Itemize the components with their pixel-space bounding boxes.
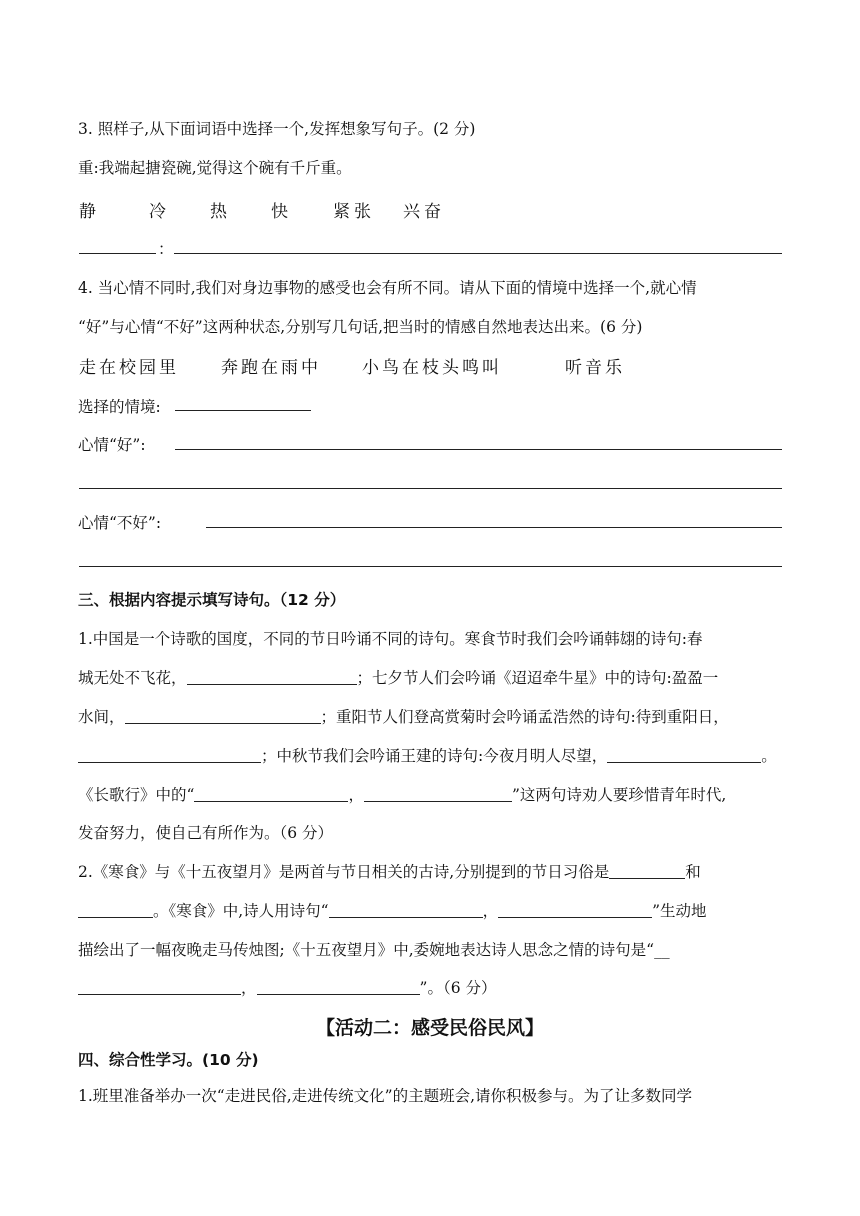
poem-blank[interactable] [257,979,420,995]
text: ；中秋节我们会吟诵王建的诗句:今夜月明人尽望， [261,747,608,765]
s3-p2-line2 [78,900,782,922]
word-option: 热 [210,202,231,222]
scenario-option: 小鸟在枝头鸣叫 [362,358,502,378]
s4-p1: 1.班里准备举办一次“走进民俗,走进传统文化”的主题班会,请你积极参与。为了让多数同学 [78,1087,692,1105]
s3-p1-line6: 发奋努力，使自己有所作为。（6 分） [78,824,334,842]
q4-good-label: 心情“好”: [78,436,146,454]
q4-bad-label: 心情“不好”: [78,514,162,532]
section3-heading: 三、根据内容提示填写诗句。（12 分） [78,591,346,609]
q4-chosen-blank[interactable] [175,410,311,411]
text: 2.《寒食》与《十五夜望月》是两首与节日相关的古诗,分别提到的节日习俗是 [78,863,610,881]
poem-blank[interactable] [607,747,761,763]
s3-p2-line1 [78,861,782,883]
q3-prompt: 3. 照样子,从下面词语中选择一个,发挥想象写句子。(2 分) [78,120,476,138]
section4-heading: 四、综合性学习。(10 分) [78,1051,259,1069]
poem-blank[interactable] [329,902,483,918]
s3-p2-line4 [78,977,782,999]
poem-blank[interactable] [187,669,357,685]
q4-prompt-line1: 4. 当心情不同时,我们对身边事物的感受也会有所不同。请从下面的情境中选择一个,就心情 [78,279,697,297]
text: 。《寒食》中,诗人用诗句“ [153,902,329,920]
text: 水间， [78,708,125,726]
text: 城无处不飞花， [78,669,187,687]
text: ”生动地 [652,902,707,920]
q4-scenario-list [0,353,860,377]
text: 和 [685,863,701,881]
q3-sentence-blank[interactable] [174,253,782,254]
scenario-option: 奔跑在雨中 [221,358,321,378]
poem-blank[interactable] [78,747,261,763]
q3-colon: ： [158,240,174,258]
text: ， [348,786,364,804]
poem-blank[interactable] [498,902,652,918]
q4-bad-blank-2[interactable] [79,566,782,567]
word-option: 兴奋 [403,202,445,222]
text: ；重阳节人们登高赏菊时会吟诵孟浩然的诗句:待到重阳日， [320,708,729,726]
s3-p1-line5 [78,784,782,806]
text: ， [482,902,499,920]
s3-p1-line3 [78,706,782,728]
activity2-title: 【活动二：感受民俗民风】 [315,1017,544,1039]
s3-p2-line3: 描绘出了一幅夜晚走马传烛图;《十五夜望月》中,委婉地表达诗人思念之情的诗句是“__ [78,941,670,959]
poem-blank[interactable] [364,786,512,802]
s3-p1-line4 [78,745,782,767]
poem-blank[interactable] [125,708,321,724]
word-option: 快 [271,202,292,222]
text: ；七夕节人们会吟诵《迢迢牵牛星》中的诗句:盈盈一 [356,669,719,687]
scenario-option: 走在校园里 [79,358,179,378]
q4-chosen-label: 选择的情境: [78,398,161,416]
word-option: 静 [79,202,100,222]
poem-blank[interactable] [194,786,348,802]
q4-prompt-line2: “好”与心情“不好”这两种状态,分别写几句话,把当时的情感自然地表达出来。(6 分) [78,318,643,336]
q3-word-list [0,197,860,221]
word-option: 紧张 [333,202,375,222]
scenario-option: 听音乐 [565,358,625,378]
s3-p1-line1: 1.中国是一个诗歌的国度，不同的节日吟诵不同的诗句。寒食节时我们会吟诵韩翃的诗句:春 [78,630,703,648]
custom-blank[interactable] [78,902,153,918]
poem-blank[interactable] [78,979,241,995]
text: 。 [761,747,777,765]
text: ”这两句诗劝人要珍惜青年时代, [511,786,727,804]
q4-good-blank[interactable] [175,449,782,450]
text: ， [241,979,257,997]
q4-bad-blank[interactable] [206,527,782,528]
custom-blank[interactable] [609,863,685,879]
q4-good-blank-2[interactable] [79,488,782,489]
q3-word-blank[interactable] [79,253,156,254]
word-option: 冷 [149,202,170,222]
q3-example: 重:我端起搪瓷碗,觉得这个碗有千斤重。 [78,159,352,177]
text: 《长歌行》中的“ [78,786,195,804]
s3-p1-line2 [78,667,782,689]
text: ”。（6 分） [419,979,497,997]
